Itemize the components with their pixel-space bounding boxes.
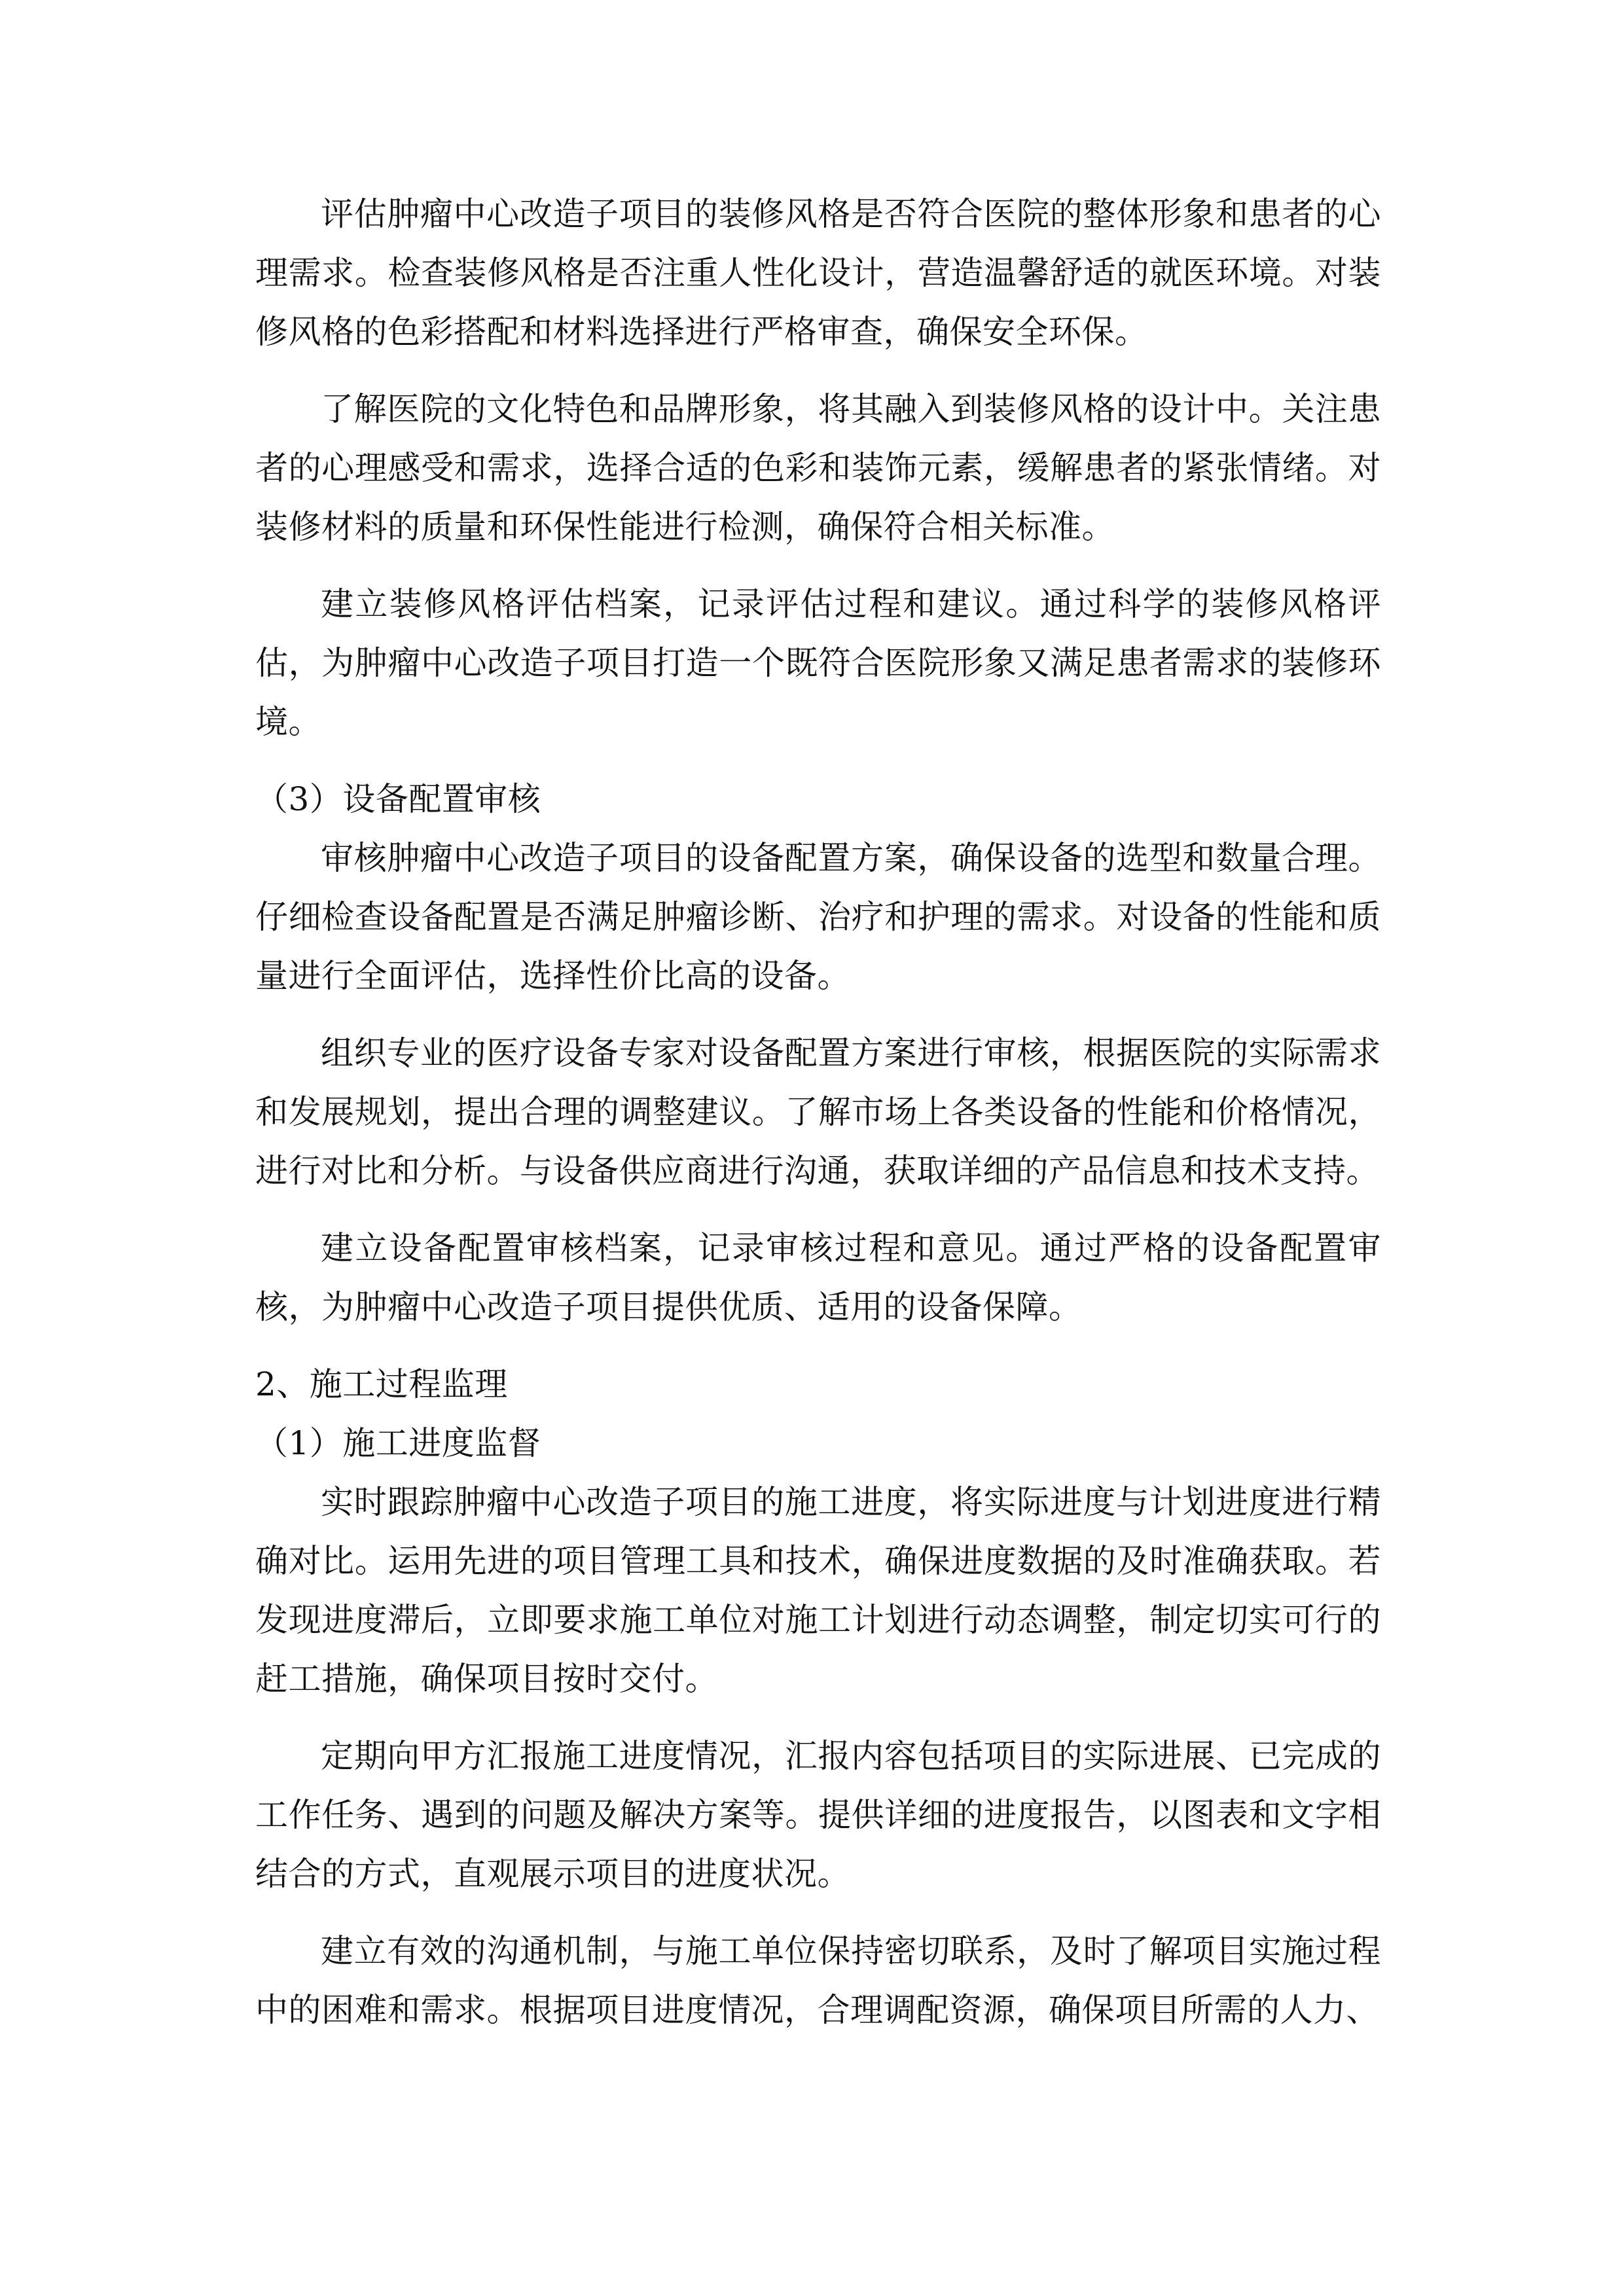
paragraph-style-archive: 建立装修风格评估档案，记录评估过程和建议。通过科学的装修风格评估，为肿瘤中心改造子项目打造一个既符合医院形象又满足患者需求的装修环境。 — [255, 585, 1381, 741]
document-body — [255, 185, 1381, 2058]
heading-equipment-review: （3）设备配置审核 — [255, 780, 541, 818]
paragraph-progress-reporting: 定期向甲方汇报施工进度情况，汇报内容包括项目的实际进展、已完成的工作任务、遇到的问题及解决方案等。提供详细的进度报告，以图表和文字相结合的方式，直观展示项目的进度状况。 — [255, 1737, 1381, 1893]
heading-construction-supervision: 2、施工过程监理 — [255, 1365, 508, 1403]
paragraph-equipment-archive: 建立设备配置审核档案，记录审核过程和意见。通过严格的设备配置审核，为肿瘤中心改造子项目提供优质、适用的设备保障。 — [255, 1229, 1381, 1326]
paragraph-style-assessment: 评估肿瘤中心改造子项目的装修风格是否符合医院的整体形象和患者的心理需求。检查装修风格是否注重人性化设计，营造温馨舒适的就医环境。对装修风格的色彩搭配和材料选择进行严格审查，确保安全环保。 — [255, 195, 1381, 351]
paragraph-equipment-plan: 审核肿瘤中心改造子项目的设备配置方案，确保设备的选型和数量合理。仔细检查设备配置是否满足肿瘤诊断、治疗和护理的需求。对设备的性能和质量进行全面评估，选择性价比高的设备。 — [255, 839, 1381, 995]
heading-progress-supervision: （1）施工进度监督 — [255, 1424, 541, 1462]
paragraph-hospital-culture: 了解医院的文化特色和品牌形象，将其融入到装修风格的设计中。关注患者的心理感受和需求，选择合适的色彩和装饰元素，缓解患者的紧张情绪。对装修材料的质量和环保性能进行检测，确保符合相关标准。 — [255, 390, 1381, 546]
paragraph-progress-tracking: 实时跟踪肿瘤中心改造子项目的施工进度，将实际进度与计划进度进行精确对比。运用先进的项目管理工具和技术，确保进度数据的及时准确获取。若发现进度滞后，立即要求施工单位对施工计划进行动态调整，制定切实可行的赶工措施，确保项目按时交付。 — [255, 1483, 1381, 1698]
paragraph-equipment-experts: 组织专业的医疗设备专家对设备配置方案进行审核，根据医院的实际需求和发展规划，提出合理的调整建议。了解市场上各类设备的性能和价格情况，进行对比和分析。与设备供应商进行沟通，获取详细的产品信息和技术支持。 — [255, 1034, 1381, 1190]
paragraph-communication: 建立有效的沟通机制，与施工单位保持密切联系，及时了解项目实施过程中的困难和需求。根据项目进度情况，合理调配资源，确保项目所需的人力、 — [255, 1932, 1381, 2029]
